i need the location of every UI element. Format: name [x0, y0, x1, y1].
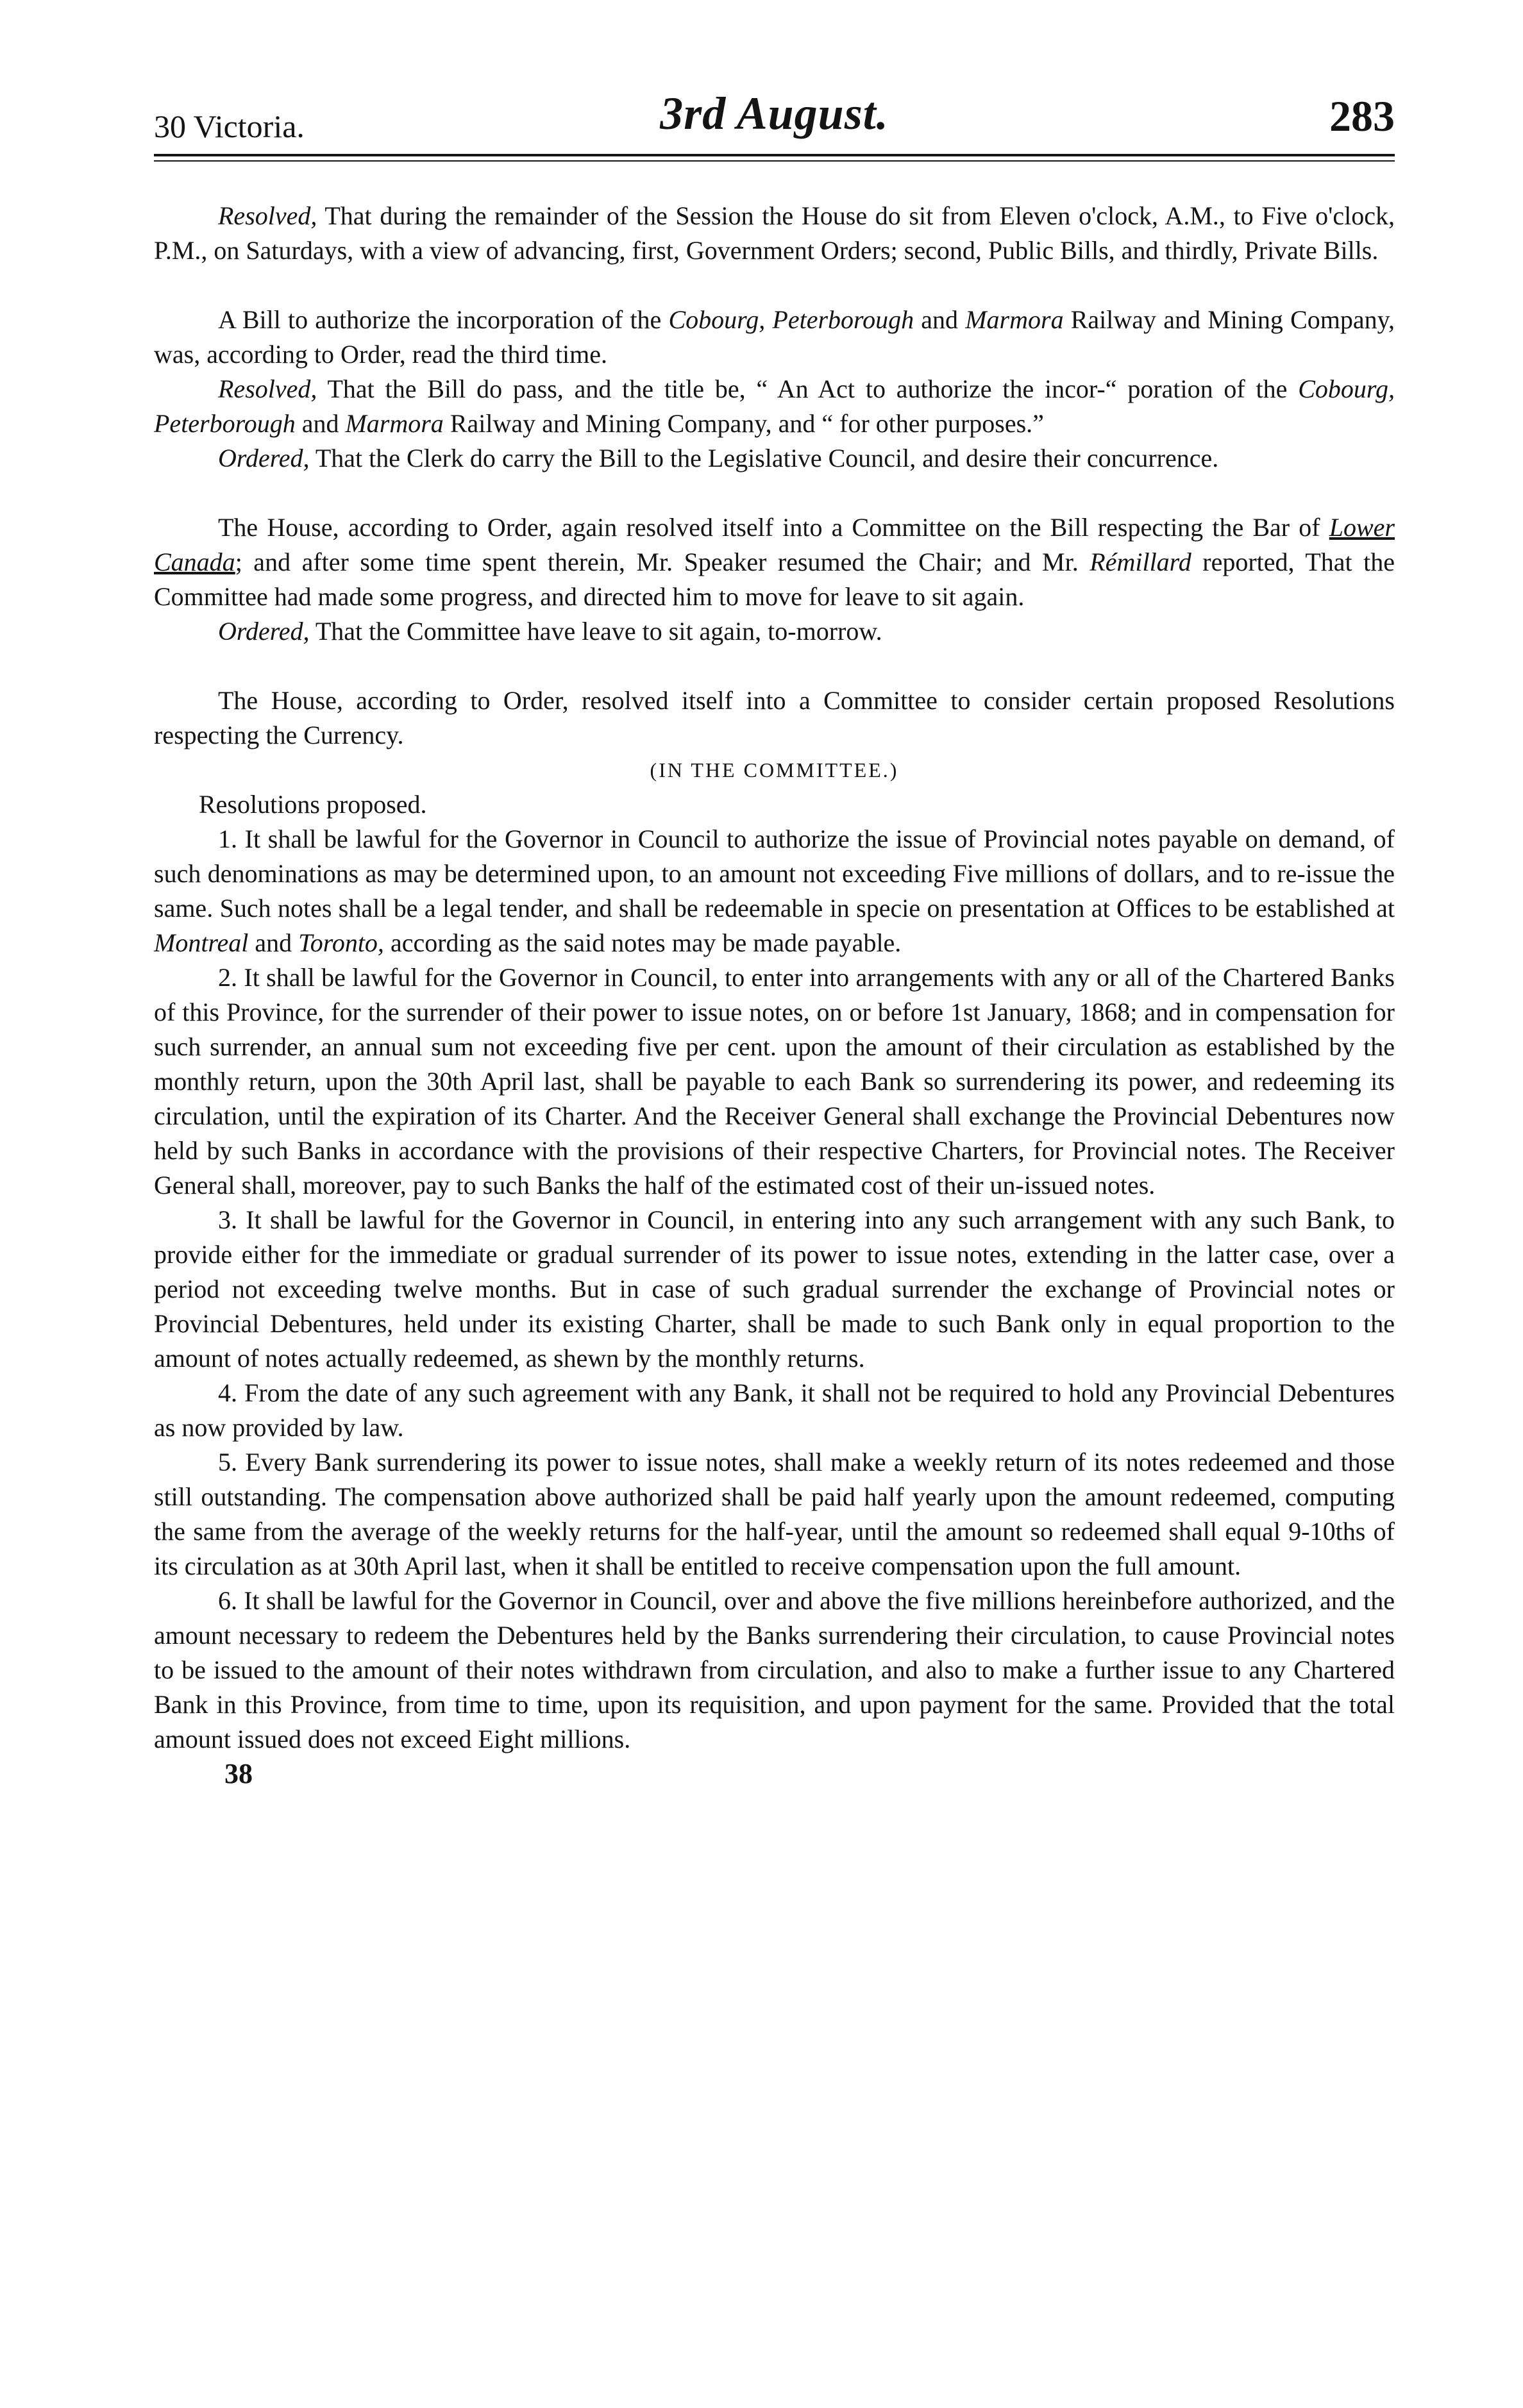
resolutions-proposed-label: Resolutions proposed.: [199, 790, 427, 819]
header-session: 30 Victoria.: [154, 108, 305, 144]
place-name: Montreal: [154, 928, 249, 957]
paragraph-text: ; and after some time spent therein, Mr. Speaker resumed the Chair; and Mr.: [235, 548, 1079, 576]
person-name: Rémillard: [1090, 548, 1191, 576]
resolution-6: 6. It shall be lawful for the Governor in Council, over and above the five millions hereinbefore authorized, and the amount necessary to redeem the Debentures held by the Banks surrendering their circulation, to cause Provincial notes to be issued to the amount of their notes withdrawn from circulation, and also to make a further issue to any Chartered Bank in this Province, from time to time, upon its requisition, and upon payment for the same. Provided that the total amount issued does not exceed Eight millions.: [154, 1586, 1395, 1753]
paragraph-text: That during the remainder of the Session the House do sit from Eleven o'clock, A.M., to Five o'clock, P.M., on Saturdays, with a view of advancing, first, Government Orders; second, Public Bills, and thirdly, Private Bills.: [154, 201, 1395, 265]
resolved-label: Resolved,: [218, 374, 317, 403]
header-date: 3rd August.: [660, 88, 889, 139]
paragraph-text: reported, That the Committee had made some progress, and directed him to move for leave to sit again.: [154, 548, 1395, 611]
paragraph-text: Railway and Mining Company, was, according to Order, read the third time.: [154, 305, 1395, 369]
paragraph-text: That the Committee have leave to sit again, to-morrow.: [315, 617, 882, 646]
paragraph-text: according as the said notes may be made payable.: [390, 928, 902, 957]
resolution-2: 2. It shall be lawful for the Governor in Council, to enter into arrangements with any or all of the Chartered Banks of this Province, for the surrender of their power to issue notes, on or before 1st January, 1868; and in compensation for such surrender, an annual sum not exceeding five per cent. upon the amount of their circulation as established by the monthly return, upon the 30th April last, shall be payable to each Bank so surrendering its power, and redeeming its circulation, until the expiration of its Charter. And the Receiver General shall exchange the Provincial Debentures now held by such Banks in accordance with the provisions of their respective Charters, for Provincial notes. The Receiver General shall, moreover, pay to such Banks the half of the estimated cost of their un-issued notes.: [154, 963, 1395, 1200]
ordered-label: Ordered,: [218, 444, 310, 472]
paragraph-text: and: [255, 928, 292, 957]
paragraph-text: The House, according to Order, again resolved itself into a Committee on the Bill respecting the Bar of: [218, 513, 1320, 542]
page-number: 283: [1329, 92, 1395, 140]
paragraph-text: and: [921, 305, 959, 334]
resolution-1: [154, 822, 1395, 960]
page-header: [154, 90, 1395, 160]
place-name: Marmora: [965, 305, 1064, 334]
ordered-label: Ordered,: [218, 617, 310, 646]
header-rule-thin: [154, 160, 1395, 162]
place-name: Toronto,: [298, 928, 384, 957]
paragraph-committee-bar: [154, 510, 1395, 614]
resolution-4: 4. From the date of any such agreement with any Bank, it shall not be required to hold any Provincial Debentures as now provided by law.: [154, 1378, 1395, 1442]
paragraph-text: 1. It shall be lawful for the Governor in Council to authorize the issue of Provincial notes payable on demand, of such denominations as may be determined upon, to an amount not exceeding Five millions of dollars, and to re-issue the same. Such notes shall be a legal tender, and shall be redeemable in specie on presentation at Offices to be established at: [154, 824, 1395, 923]
resolution-5: 5. Every Bank surrendering its power to issue notes, shall make a weekly return of its notes redeemed and those still outstanding. The compensation above authorized shall be paid half yearly upon the amount redeemed, computing the same from the average of the weekly returns for the half-year, until the amount so redeemed shall equal 9-10ths of its circulation as at 30th April last, when it shall be entitled to receive compensation upon the full amount.: [154, 1448, 1395, 1580]
paragraph-ordered-clerk: [154, 441, 1395, 476]
place-name: Cobourg, Peterborough: [668, 305, 914, 334]
header-rule-thick: [154, 154, 1395, 156]
place-name: Lower Canada: [154, 513, 1395, 576]
place-name: Cobourg, Peterborough: [154, 374, 1395, 438]
paragraph-text: A Bill to authorize the incorporation of the: [218, 305, 662, 334]
resolved-label: Resolved,: [218, 201, 317, 230]
paragraph-text: Railway and Mining Company, and “ for other purposes.”: [450, 409, 1044, 438]
paragraph-bill-cobourg: [154, 303, 1395, 372]
paragraph-text: and: [301, 409, 339, 438]
paragraph-currency-committee: [154, 683, 1395, 753]
place-name: Marmora: [345, 409, 444, 438]
paragraph-text: That the Bill do pass, and the title be, “ An Act to authorize the incor-“ poration of the: [327, 374, 1288, 403]
resolution-3: 3. It shall be lawful for the Governor in Council, in entering into any such arrangement with any such Bank, to provide either for the immediate or gradual surrender of its power to issue notes, extending in the latter case, over a period not exceeding twelve months. But in case of such gradual surrender the exchange of Provincial notes or Provincial Debentures, held under its existing Charter, shall be made to such Bank only in equal proportion to the amount of notes actually redeemed, as shewn by the monthly returns.: [154, 1205, 1395, 1373]
paragraph-resolved-bill-pass: [154, 372, 1395, 441]
paragraph-text: The House, according to Order, resolved itself into a Committee to consider certain proposed Resolutions respecting the Currency.: [154, 686, 1395, 749]
paragraph-resolved-saturday: [154, 199, 1395, 268]
journal-page: [154, 90, 1395, 1791]
paragraph-text: That the Clerk do carry the Bill to the Legislative Council, and desire their concurrence.: [315, 444, 1219, 472]
signature-mark: 38: [224, 1758, 253, 1789]
paragraph-ordered-sit-again: [154, 614, 1395, 649]
committee-heading: (IN THE COMMITTEE.): [650, 758, 899, 782]
